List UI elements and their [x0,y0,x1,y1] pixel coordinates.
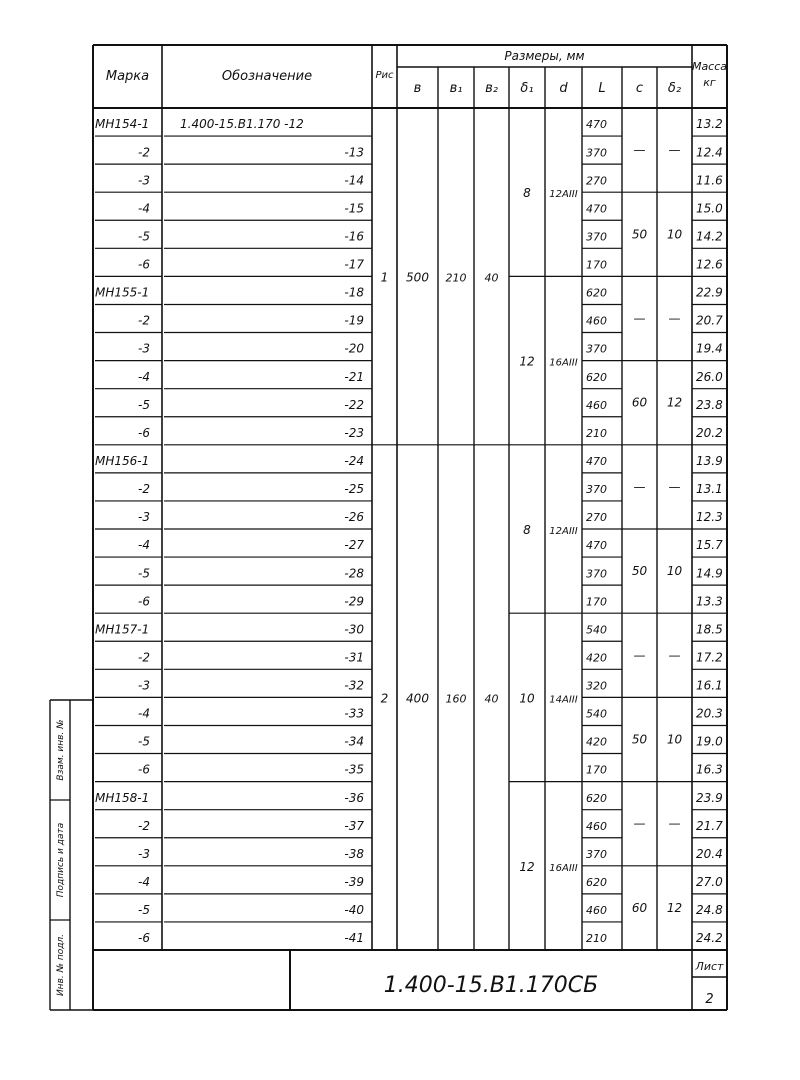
b2-cell: 40 [484,692,499,706]
header-dim-6: c [635,81,644,96]
designation-cell: -29 [344,594,364,609]
length-cell: 620 [586,791,607,805]
header-fig: Рис [375,70,394,81]
designation-cell: -18 [344,285,364,300]
mark-cell: МН157-1 [95,622,150,637]
rebar-cell: 12AIII [549,189,578,201]
b-cell: 500 [406,270,429,285]
length-cell: 540 [586,623,607,637]
c-cell: — [633,816,646,831]
mass-cell: 18.5 [696,622,723,637]
mark-cell: -6 [138,594,150,609]
designation-cell: -15 [344,201,364,216]
mark-cell: -6 [138,257,150,272]
mark-cell: -3 [138,510,150,525]
mass-cell: 23.9 [696,790,723,805]
designation-cell: -32 [344,678,364,693]
mass-cell: 24.2 [696,931,723,946]
delta2-cell: — [668,816,681,831]
delta2-cell: — [668,143,681,158]
designation-cell: -39 [344,875,364,890]
mass-cell: 22.9 [696,285,723,300]
length-cell: 470 [586,539,607,553]
designation-cell: -23 [344,425,364,440]
rebar-cell: 16AIII [549,862,578,874]
mark-cell: -3 [138,341,150,356]
b1-cell: 160 [445,692,467,706]
b1-cell: 210 [445,271,467,285]
c-cell: — [633,479,646,494]
fig-cell: 1 [380,270,389,285]
delta2-cell: 10 [666,227,683,242]
length-cell: 370 [586,342,607,356]
c-cell: — [633,143,646,158]
mark-cell: -5 [138,903,150,918]
length-cell: 170 [586,258,607,272]
length-cell: 470 [586,202,607,216]
designation-cell: -36 [344,790,364,805]
delta1-cell: 8 [523,186,531,201]
mass-cell: 26.0 [696,369,723,384]
length-cell: 420 [586,651,607,665]
length-cell: 620 [586,876,607,890]
mass-cell: 12.4 [696,145,723,160]
mass-cell: 14.2 [696,229,723,244]
delta2-cell: 12 [666,900,683,915]
delta2-cell: 10 [666,564,683,579]
mark-cell: -5 [138,397,150,412]
length-cell: 370 [586,483,607,497]
length-cell: 210 [586,932,607,946]
length-cell: 470 [586,118,607,132]
header-dim-2: в₂ [485,81,498,96]
header-dim-4: d [559,81,568,96]
mass-cell: 15.0 [696,201,723,216]
mass-cell: 12.6 [696,257,723,272]
mark-cell: -4 [138,538,150,553]
length-cell: 460 [586,398,607,412]
rebar-cell: 12AIII [549,526,578,537]
b2-cell: 40 [484,271,499,285]
designation-cell: -19 [344,313,364,328]
c-cell: 50 [631,732,648,747]
mass-cell: 12.3 [696,510,723,525]
header-dim-7: δ₂ [667,81,682,96]
delta2-cell: 12 [666,395,683,410]
mass-cell: 15.7 [696,538,723,553]
mark-cell: -4 [138,369,150,384]
header-mass: Масса [691,60,728,73]
header-mass-unit: кг [703,76,716,89]
delta2-cell: — [668,648,681,663]
mark-cell: -5 [138,229,150,244]
rebar-cell: 16AIII [549,357,578,369]
mass-cell: 13.1 [696,482,723,497]
length-cell: 620 [586,286,607,300]
delta2-cell: — [668,479,681,494]
c-cell: 50 [631,227,648,242]
delta2-cell: — [668,311,681,326]
c-cell: 60 [631,395,648,410]
length-cell: 270 [586,174,607,188]
margin-label-signature: Подпись и дата [56,822,66,898]
designation-cell: -38 [344,846,364,861]
designation-cell: -16 [344,229,364,244]
header-dim-1: в₁ [449,81,463,96]
designation-cell: -13 [344,145,364,160]
designation-cell: -24 [344,454,364,469]
length-cell: 170 [586,763,607,777]
mark-cell: -5 [138,734,150,749]
mark-cell: -2 [138,145,150,160]
mass-cell: 17.2 [696,650,723,665]
length-cell: 210 [586,426,607,440]
designation-cell: 1.400-15.В1.170 -12 [180,117,304,132]
length-cell: 370 [586,146,607,160]
header-dim-5: L [598,81,606,96]
header-designation: Обозначение [221,69,313,84]
mass-cell: 20.3 [696,706,723,721]
mark-cell: МН155-1 [95,285,150,300]
mark-cell: -2 [138,313,150,328]
mark-cell: -3 [138,173,150,188]
mass-cell: 14.9 [696,566,723,581]
mass-cell: 27.0 [696,875,723,890]
mass-cell: 23.8 [696,397,723,412]
c-cell: — [633,648,646,663]
mark-cell: -6 [138,762,150,777]
stamp-sheet-label: Лист [695,960,724,973]
mass-cell: 13.3 [696,594,723,609]
delta1-cell: 8 [523,523,531,537]
mass-cell: 13.2 [696,117,723,132]
b-cell: 400 [406,691,429,706]
length-cell: 470 [586,455,607,469]
delta1-cell: 10 [519,691,535,706]
mark-cell: -4 [138,201,150,216]
mass-cell: 16.1 [696,678,723,693]
length-cell: 370 [586,230,607,244]
mark-cell: -5 [138,566,150,581]
margin-label-inventory: Инв. № подл. [56,933,66,997]
delta1-cell: 12 [519,354,535,369]
mark-cell: -3 [138,678,150,693]
mark-cell: -3 [138,846,150,861]
mark-cell: МН158-1 [95,790,150,805]
fig-cell: 2 [380,691,389,706]
stamp-code: 1.400-15.В1.170СБ [383,973,599,998]
length-cell: 460 [586,314,607,328]
c-cell: — [633,311,646,326]
designation-cell: -28 [344,566,364,581]
designation-cell: -30 [344,622,364,637]
header-dims-group: Размеры, мм [504,49,585,63]
mark-cell: -6 [138,425,150,440]
header-dim-3: δ₁ [520,81,534,96]
c-cell: 60 [631,900,648,915]
mark-cell: МН154-1 [95,117,150,132]
mass-cell: 20.2 [696,425,723,440]
designation-cell: -33 [344,706,364,721]
mark-cell: -4 [138,875,150,890]
mass-cell: 19.4 [696,341,723,356]
length-cell: 170 [586,595,607,609]
table-grid [50,45,727,1010]
mark-cell: -4 [138,706,150,721]
length-cell: 460 [586,819,607,833]
designation-cell: -27 [344,538,364,553]
designation-cell: -26 [344,510,364,525]
mass-cell: 16.3 [696,762,723,777]
mass-cell: 20.4 [696,846,723,861]
mass-cell: 21.7 [696,818,723,833]
mass-cell: 11.6 [696,173,723,188]
designation-cell: -35 [344,762,364,777]
designation-cell: -14 [344,173,364,188]
length-cell: 320 [586,679,607,693]
designation-cell: -40 [344,903,364,918]
mark-cell: -2 [138,482,150,497]
designation-cell: -34 [344,734,364,749]
designation-cell: -37 [344,818,364,833]
mark-cell: МН156-1 [95,454,150,469]
rebar-cell: 14AIII [549,694,578,706]
length-cell: 270 [586,511,607,525]
length-cell: 620 [586,370,607,384]
margin-label-replace: Взам. инв. № [56,719,66,781]
designation-cell: -20 [344,341,364,356]
mass-cell: 20.7 [696,313,723,328]
designation-cell: -21 [344,369,364,384]
mark-cell: -2 [138,818,150,833]
length-cell: 460 [586,904,607,918]
designation-cell: -31 [344,650,364,665]
designation-cell: -25 [344,482,364,497]
length-cell: 540 [586,707,607,721]
c-cell: 50 [631,564,648,579]
mass-cell: 19.0 [696,734,723,749]
stamp-sheet-no: 2 [705,992,714,1007]
header-mark: Марка [105,69,150,84]
mark-cell: -6 [138,931,150,946]
length-cell: 420 [586,735,607,749]
header-dim-0: в [413,81,422,96]
mark-cell: -2 [138,650,150,665]
designation-cell: -22 [344,397,364,412]
length-cell: 370 [586,567,607,581]
designation-cell: -41 [344,931,364,946]
delta1-cell: 12 [519,859,535,874]
mass-cell: 13.9 [696,454,723,469]
mass-cell: 24.8 [696,903,723,918]
length-cell: 370 [586,847,607,861]
designation-cell: -17 [344,257,364,272]
delta2-cell: 10 [666,732,683,747]
